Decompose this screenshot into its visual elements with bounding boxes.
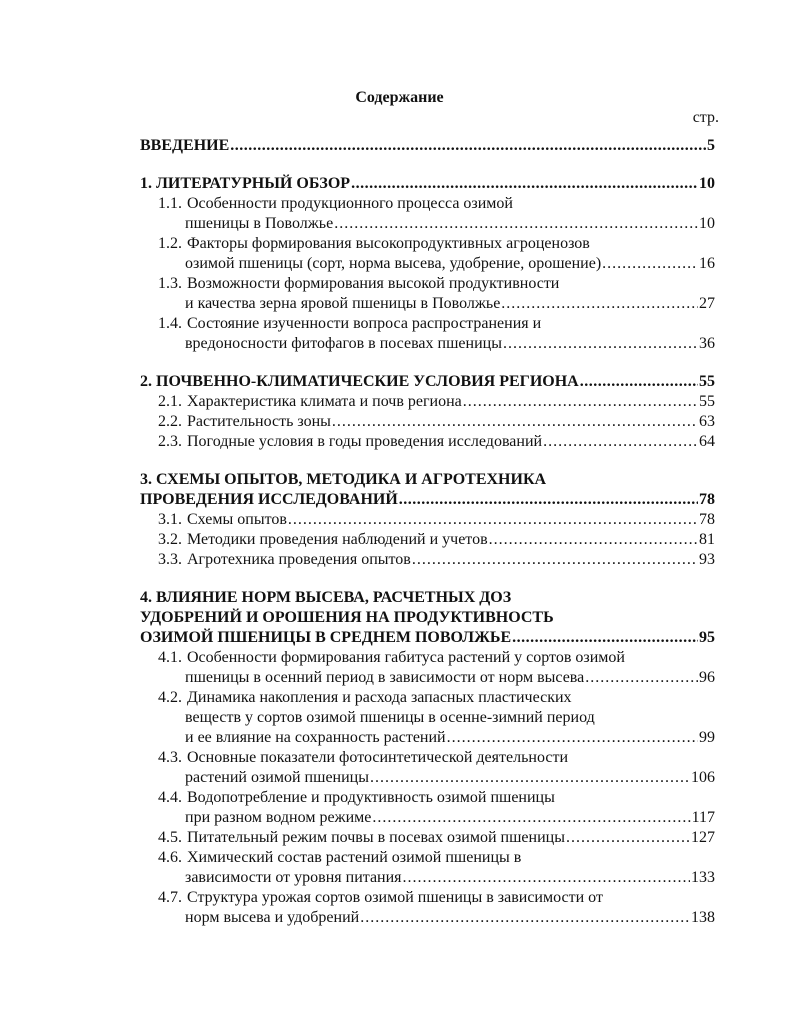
toc-section-number: 4.5. — [158, 829, 182, 846]
toc-section-title: Возможности формирования высокой продуктивности — [187, 275, 560, 292]
toc-line — [158, 412, 715, 432]
toc-page-number: 78 — [699, 491, 715, 508]
toc-section-title: Питательный режим почвы в посевах озимой пшеницы — [187, 829, 565, 846]
dot-leader — [512, 628, 698, 648]
toc-section-entry — [140, 888, 715, 928]
page-title: Содержание — [355, 89, 444, 106]
toc-section-title: и качества зерна яровой пшеницы в Поволжье — [185, 295, 501, 312]
dot-leader — [370, 768, 690, 788]
toc-line — [140, 372, 715, 392]
toc-section-entry — [140, 392, 715, 412]
toc-section-title: пшеницы в осенний период в зависимости от норм высева — [185, 669, 585, 686]
toc-section-title: Агротехника проведения опытов — [187, 551, 411, 568]
toc-chapter-entry — [140, 470, 715, 510]
toc-section-entry — [140, 510, 715, 530]
toc-section-title: Методики проведения наблюдений и учетов — [187, 531, 488, 548]
toc-page-number: 78 — [699, 511, 715, 528]
toc-chapter-title: ОЗИМОЙ ПШЕНИЦЫ В СРЕДНЕМ ПОВОЛЖЬЕ — [140, 629, 512, 646]
toc-section-entry — [140, 234, 715, 274]
toc-line — [158, 648, 715, 668]
table-of-contents — [140, 136, 715, 928]
toc-section-entry — [140, 828, 715, 848]
toc-page-number: 99 — [699, 729, 715, 746]
dot-leader — [602, 254, 698, 274]
toc-section-title: веществ у сортов озимой пшеницы в осенне-зимний период — [185, 709, 595, 726]
toc-line — [158, 788, 715, 808]
toc-section-title: зависимости от уровня питания — [185, 869, 402, 886]
dot-leader — [372, 808, 690, 828]
toc-line — [158, 768, 715, 788]
toc-page-number: 55 — [699, 393, 715, 410]
toc-line — [158, 530, 715, 550]
toc-entry-title: ВВЕДЕНИЕ — [140, 137, 230, 154]
toc-section-number: 4.7. — [158, 889, 182, 906]
toc-chapter-title: 2. ПОЧВЕННО-КЛИМАТИЧЕСКИЕ УСЛОВИЯ РЕГИОНА — [140, 373, 579, 390]
dot-leader — [566, 828, 690, 848]
dot-leader — [399, 490, 698, 510]
toc-section-entry — [140, 314, 715, 354]
dot-leader — [288, 510, 698, 530]
toc-page-number: 63 — [699, 413, 715, 430]
toc-section-number: 4.3. — [158, 749, 182, 766]
toc-line — [158, 432, 715, 452]
toc-section-title: Водопотребление и продуктивность озимой пшеницы — [187, 789, 555, 806]
toc-line — [158, 668, 715, 688]
toc-section-title: Факторы формирования высокопродуктивных агроценозов — [187, 235, 590, 252]
toc-section-number: 4.6. — [158, 849, 182, 866]
toc-line — [158, 314, 715, 334]
toc-section-title: озимой пшеницы (сорт, норма высева, удобрение, орошение) — [185, 255, 602, 272]
toc-line — [158, 214, 715, 234]
toc-page-number: 117 — [691, 809, 715, 826]
toc-line — [158, 868, 715, 888]
toc-section-title: Основные показатели фотосинтетической деятельности — [187, 749, 569, 766]
toc-section-title: Погодные условия в годы проведения исследований — [187, 433, 543, 450]
toc-chapter-block — [140, 588, 715, 928]
toc-page-number: 5 — [707, 137, 715, 154]
dot-leader — [351, 174, 698, 194]
toc-line — [158, 748, 715, 768]
toc-line — [158, 234, 715, 254]
toc-page-number: 55 — [699, 373, 715, 390]
toc-section-title: вредоносности фитофагов в посевах пшеницы — [185, 335, 502, 352]
toc-chapter-entry — [140, 588, 715, 648]
toc-chapter-title: УДОБРЕНИЙ И ОРОШЕНИЯ НА ПРОДУКТИВНОСТЬ — [140, 609, 554, 626]
toc-section-title: норм высева и удобрений — [185, 909, 360, 926]
toc-section-number: 2.2. — [158, 413, 182, 430]
toc-line — [158, 254, 715, 274]
toc-section-number: 3.3. — [158, 551, 182, 568]
toc-line — [140, 608, 715, 628]
toc-section-number: 1.2. — [158, 235, 182, 252]
dot-leader — [489, 530, 698, 550]
toc-section-entry — [140, 748, 715, 788]
dot-leader — [585, 668, 698, 688]
dot-leader — [543, 432, 698, 452]
toc-line — [140, 628, 715, 648]
toc-page-number: 127 — [691, 829, 715, 846]
toc-chapter-title: 4. ВЛИЯНИЕ НОРМ ВЫСЕВА, РАСЧЕТНЫХ ДОЗ — [140, 589, 512, 606]
toc-line — [158, 808, 715, 828]
toc-page-number: 96 — [699, 669, 715, 686]
toc-section-entry — [140, 530, 715, 550]
toc-chapter-block — [140, 470, 715, 570]
toc-section-number: 1.1. — [158, 195, 182, 212]
toc-line — [158, 888, 715, 908]
toc-section-entry — [140, 550, 715, 570]
dot-leader — [332, 412, 698, 432]
dot-leader — [334, 214, 698, 234]
toc-chapter-entry — [140, 174, 715, 194]
toc-section-number: 3.2. — [158, 531, 182, 548]
toc-line — [158, 510, 715, 530]
toc-line — [140, 470, 715, 490]
toc-section-number: 4.4. — [158, 789, 182, 806]
toc-chapter-title: 1. ЛИТЕРАТУРНЫЙ ОБЗОР — [140, 175, 351, 192]
toc-section-entry — [140, 848, 715, 888]
toc-section-title: и ее влияние на сохранность растений — [185, 729, 446, 746]
dot-leader — [360, 908, 690, 928]
toc-chapter-title: 3. СХЕМЫ ОПЫТОВ, МЕТОДИКА И АГРОТЕХНИКА — [140, 471, 547, 488]
dot-leader — [412, 550, 698, 570]
toc-section-number: 2.1. — [158, 393, 182, 410]
dot-leader — [403, 868, 690, 888]
dot-leader — [447, 728, 698, 748]
toc-page-number: 64 — [699, 433, 715, 450]
toc-section-title: Особенности продукционного процесса озимой — [187, 195, 513, 212]
toc-section-entry — [140, 688, 715, 748]
toc-section-entry — [140, 648, 715, 688]
toc-section-number: 4.1. — [158, 649, 182, 666]
toc-line — [158, 194, 715, 214]
toc-section-title: Структура урожая сортов озимой пшеницы в зависимости от — [187, 889, 603, 906]
toc-chapter-block — [140, 372, 715, 452]
toc-section-entry — [140, 432, 715, 452]
toc-section-entry — [140, 274, 715, 314]
toc-page-number: 133 — [691, 869, 715, 886]
toc-page-number: 93 — [699, 551, 715, 568]
toc-section-number: 1.3. — [158, 275, 182, 292]
toc-line — [140, 490, 715, 510]
toc-section-number: 2.3. — [158, 433, 182, 450]
toc-page-number: 81 — [699, 531, 715, 548]
toc-line — [158, 708, 715, 728]
toc-line — [140, 174, 715, 194]
toc-section-title: Схемы опытов — [187, 511, 287, 528]
toc-section-title: Динамика накопления и расхода запасных пластических — [187, 689, 572, 706]
toc-page-number: 10 — [699, 175, 715, 192]
toc-line — [158, 274, 715, 294]
toc-line — [158, 392, 715, 412]
toc-line — [140, 136, 715, 156]
toc-page-number: 27 — [699, 295, 715, 312]
toc-line — [158, 334, 715, 354]
toc-section-title: Растительность зоны — [187, 413, 331, 430]
toc-section-title: пшеницы в Поволжье — [185, 215, 334, 232]
toc-section-number: 3.1. — [158, 511, 182, 528]
toc-line — [158, 908, 715, 928]
dot-leader — [580, 372, 698, 392]
toc-section-number: 1.4. — [158, 315, 182, 332]
toc-line — [140, 588, 715, 608]
toc-page-number: 16 — [699, 255, 715, 272]
toc-page-number: 138 — [691, 909, 715, 926]
toc-line — [158, 688, 715, 708]
toc-intro-entry — [140, 136, 715, 156]
toc-section-number: 4.2. — [158, 689, 182, 706]
toc-section-title: Состояние изученности вопроса распространения и — [187, 315, 542, 332]
toc-section-entry — [140, 788, 715, 828]
dot-leader — [463, 392, 698, 412]
toc-line — [158, 294, 715, 314]
dot-leader — [503, 334, 698, 354]
toc-section-title: Характеристика климата и почв региона — [187, 393, 462, 410]
page-column-label: стр. — [692, 109, 719, 126]
toc-page-number: 106 — [691, 769, 715, 786]
dot-leader — [501, 294, 698, 314]
toc-section-entry — [140, 412, 715, 432]
dot-leader — [230, 136, 706, 156]
toc-line — [158, 550, 715, 570]
toc-chapter-block — [140, 174, 715, 354]
toc-page-number: 10 — [699, 215, 715, 232]
toc-line — [158, 728, 715, 748]
toc-section-title: Особенности формирования габитуса растений у сортов озимой — [187, 649, 625, 666]
toc-line — [158, 828, 715, 848]
toc-chapter-title: ПРОВЕДЕНИЯ ИССЛЕДОВАНИЙ — [140, 491, 398, 508]
toc-line — [158, 848, 715, 868]
toc-page-number: 36 — [699, 335, 715, 352]
toc-page-number: 95 — [699, 629, 715, 646]
toc-chapter-entry — [140, 372, 715, 392]
toc-section-entry — [140, 194, 715, 234]
toc-section-title: растений озимой пшеницы — [185, 769, 369, 786]
toc-section-title: при разном водном режиме — [185, 809, 372, 826]
toc-chapters — [140, 174, 715, 928]
toc-section-title: Химический состав растений озимой пшеницы в — [187, 849, 522, 866]
